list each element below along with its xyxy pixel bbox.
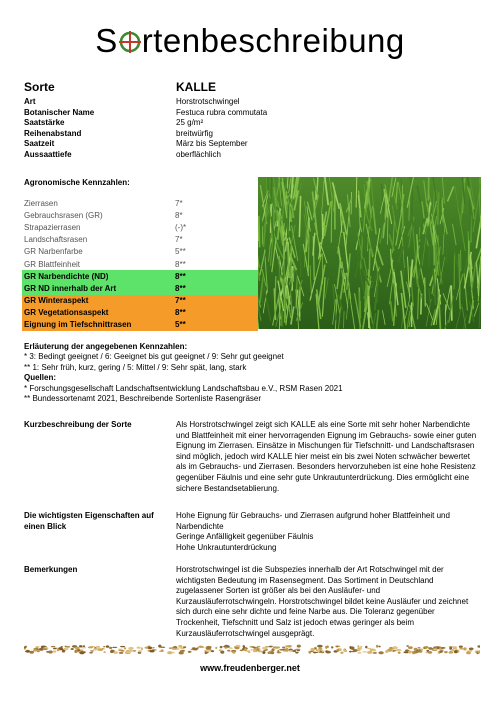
grass-blade xyxy=(447,231,448,263)
seed-logo-icon xyxy=(119,31,141,53)
agro-value: 8** xyxy=(175,283,186,293)
info-value: oberflächlich xyxy=(176,149,221,159)
seed-grain xyxy=(477,645,480,647)
info-row xyxy=(24,97,267,108)
seed-grain xyxy=(257,646,261,648)
agro-row xyxy=(22,197,258,209)
info-value: März bis September xyxy=(176,139,248,149)
grass-blade xyxy=(291,248,292,278)
seed-grain xyxy=(412,652,416,655)
seed-grain xyxy=(297,645,301,648)
seed-grain xyxy=(235,647,240,650)
seed-grain xyxy=(417,647,420,648)
seed-grain xyxy=(404,651,409,653)
seed-grain xyxy=(51,646,55,647)
seed-grain xyxy=(160,646,163,648)
seed-grain xyxy=(435,647,437,649)
section-bullet: Geringe Anfälligkeit gegenüber Fäulnis xyxy=(176,532,314,542)
info-value: 25 g/m² xyxy=(176,118,204,128)
seed-grain xyxy=(119,652,124,654)
info-key: Art xyxy=(24,97,36,106)
sorte-value: KALLE xyxy=(176,80,216,94)
seed-grain xyxy=(205,651,207,654)
agro-table xyxy=(22,197,258,331)
section-heading: Die wichtigsten Eigenschaften auf einen Blick xyxy=(24,511,154,531)
agro-value: 8** xyxy=(175,308,186,318)
seed-grain xyxy=(396,649,401,652)
seed-grain xyxy=(253,647,256,648)
grass-blade xyxy=(259,216,260,248)
seed-grain xyxy=(25,651,30,653)
agro-row-highlight xyxy=(22,282,258,294)
info-key: Aussaattiefe xyxy=(24,149,72,159)
seed-grain xyxy=(106,645,109,647)
agro-value: 8* xyxy=(175,210,183,220)
section-bullet: Hohe Unkrautunterdrückung xyxy=(176,542,277,552)
agro-key: GR Narbenfarbe xyxy=(24,247,83,257)
seed-grain xyxy=(138,650,142,652)
section-bemerkungen xyxy=(24,565,480,639)
seed-grain xyxy=(282,647,285,649)
seed-grain xyxy=(75,650,79,651)
grass-blade xyxy=(428,177,429,201)
seed-grain xyxy=(81,647,86,648)
agro-row-highlight xyxy=(22,319,258,331)
seed-grain xyxy=(344,650,347,652)
seed-grain xyxy=(112,647,117,648)
section-heading: Bemerkungen xyxy=(24,565,78,574)
seed-grain xyxy=(336,649,339,652)
legend xyxy=(24,342,484,404)
source-line: * Forschungsgesellschaft Landschaftsentwicklung Landschaftsbau e.V., RSM Rasen 2021 xyxy=(24,383,343,393)
seed-grain xyxy=(463,647,466,650)
seed-grain xyxy=(388,651,391,652)
seed-grain xyxy=(265,649,268,651)
seed-grain xyxy=(204,650,209,652)
seed-grain xyxy=(160,649,163,652)
seed-grain xyxy=(398,652,401,654)
seed-grain xyxy=(126,651,130,653)
agro-key: GR Blattfeinheit xyxy=(24,259,81,269)
seed-grain xyxy=(378,651,383,654)
grass-image xyxy=(258,177,481,329)
section-text xyxy=(176,511,480,553)
agro-key: GR Vegetationsaspekt xyxy=(24,308,109,318)
title-end: rtenbeschreibung xyxy=(141,22,405,59)
seed-grain xyxy=(128,647,133,649)
info-row xyxy=(24,118,267,129)
seed-grain xyxy=(65,646,70,648)
seed-grain xyxy=(53,648,57,649)
seed-grain xyxy=(367,651,372,654)
seed-grain xyxy=(180,651,182,653)
agro-row xyxy=(22,209,258,221)
agro-value: 8** xyxy=(175,271,186,281)
seed-grain xyxy=(449,647,452,649)
info-value: Horstrotschwingel xyxy=(176,97,240,106)
seed-grain xyxy=(188,651,190,652)
grass-blade xyxy=(425,277,426,306)
seed-grain xyxy=(141,647,143,650)
seed-grain xyxy=(250,649,252,651)
seed-grain xyxy=(385,650,388,653)
seed-grain xyxy=(406,645,409,646)
seed-grain xyxy=(96,646,100,648)
seed-grain xyxy=(311,648,316,651)
seed-grain xyxy=(262,651,265,654)
seed-grain xyxy=(349,651,352,653)
seed-grain xyxy=(49,651,53,654)
seed-grain xyxy=(453,646,457,649)
seed-grain xyxy=(148,647,152,649)
seed-grain xyxy=(103,646,105,647)
seed-grain xyxy=(137,647,141,649)
seed-grain xyxy=(414,648,418,651)
seed-grain xyxy=(178,645,182,648)
seed-grain xyxy=(172,652,175,654)
seed-grain xyxy=(285,648,288,650)
seed-grain xyxy=(292,650,296,652)
seed-grain xyxy=(103,651,105,653)
seed-grain xyxy=(451,649,454,652)
agro-value: (-)* xyxy=(175,222,187,232)
seed-grain xyxy=(444,651,448,653)
seed-grain xyxy=(206,648,211,650)
sorte-label: Sorte xyxy=(24,80,55,94)
seed-grain xyxy=(424,646,428,648)
seed-grain xyxy=(248,651,250,653)
section-kurzbeschreibung xyxy=(24,420,480,494)
seed-grain xyxy=(98,649,103,651)
seed-grain xyxy=(331,646,333,648)
seed-grain xyxy=(120,646,125,647)
grass-blade xyxy=(454,252,455,289)
seed-grain xyxy=(215,647,217,649)
info-key: Botanischer Name xyxy=(24,107,95,117)
seed-grain xyxy=(83,645,85,647)
seed-grain xyxy=(358,650,361,652)
seed-grain xyxy=(317,650,320,653)
seed-grain xyxy=(57,649,60,652)
agro-key: Gebrauchsrasen (GR) xyxy=(24,210,103,220)
grass-blade xyxy=(429,245,430,266)
seed-grain xyxy=(277,650,279,653)
agro-key: Strapazierrasen xyxy=(24,222,81,232)
seed-grain xyxy=(270,651,274,654)
info-key: Saatstärke xyxy=(24,118,65,128)
seed-grain xyxy=(172,648,177,650)
seed-grain xyxy=(183,646,186,648)
agro-row xyxy=(22,246,258,258)
grass-blade xyxy=(288,203,289,238)
seed-grain xyxy=(114,651,118,654)
info-row xyxy=(24,139,267,150)
seed-grain xyxy=(79,645,83,647)
seed-grain xyxy=(42,648,47,649)
seed-grain xyxy=(118,649,122,650)
grass-blade xyxy=(271,177,272,203)
agro-row-highlight xyxy=(22,307,258,319)
seed-grain xyxy=(211,650,214,652)
seed-grain xyxy=(340,652,343,654)
seed-grain xyxy=(439,650,442,653)
seed-grain xyxy=(224,647,227,649)
section-heading: Kurzbeschreibung der Sorte xyxy=(24,420,132,429)
seed-grain xyxy=(133,650,137,651)
seed-grain xyxy=(46,651,49,653)
seed-grain xyxy=(295,649,300,650)
seed-grain xyxy=(35,646,40,648)
agro-row-highlight xyxy=(22,295,258,307)
seed-grain xyxy=(88,646,93,648)
grass-photo xyxy=(258,177,481,329)
agro-value: 7* xyxy=(175,235,183,245)
seed-grain xyxy=(167,651,172,654)
legend-line: ** 1: Sehr früh, kurz, gering / 5: Mittel / 9: Sehr spät, lang, stark xyxy=(24,362,247,372)
seed-grain xyxy=(120,650,124,652)
seed-grain xyxy=(130,650,133,652)
seed-grain xyxy=(325,646,327,649)
agro-value: 8** xyxy=(175,259,186,269)
agro-key: Eignung im Tiefschnittrasen xyxy=(24,320,132,330)
section-bullet: Hohe Eignung für Gebrauchs- und Zierrasen aufgrund hoher Blattfeinheit und Narbendichte xyxy=(176,511,450,531)
agro-value: 5** xyxy=(175,320,186,330)
agro-key: Zierrasen xyxy=(24,198,58,208)
agro-heading: Agronomische Kennzahlen: xyxy=(24,178,130,187)
seed-grain xyxy=(109,647,112,649)
info-key: Reihenabstand xyxy=(24,128,82,138)
info-row xyxy=(24,129,267,140)
agro-key: GR Narbendichte (ND) xyxy=(24,271,109,281)
seed-grain xyxy=(365,646,367,649)
seed-grain xyxy=(454,650,458,653)
seed-grain xyxy=(363,651,368,652)
agro-row xyxy=(22,221,258,233)
seed-grain xyxy=(313,652,318,653)
seed-grain xyxy=(229,647,233,649)
info-key: Saatzeit xyxy=(24,139,55,149)
seed-grain xyxy=(360,646,362,647)
seed-grain xyxy=(408,651,412,654)
seed-grain xyxy=(432,650,437,651)
agro-key: GR Winteraspekt xyxy=(24,296,89,306)
info-row xyxy=(24,108,267,119)
agro-key: GR ND innerhalb der Art xyxy=(24,283,117,293)
seed-grain xyxy=(357,645,359,648)
seed-grain xyxy=(459,646,463,648)
agro-key: Landschaftsrasen xyxy=(24,235,88,245)
seed-grain xyxy=(149,650,154,653)
section-text: Horstrotschwingel ist die Subspezies innerhalb der Art Rotschwingel mit der wichtigsten Bedeutung im Rasensegment. Das Sortiment in Deutschland zugelassener Sorten ist größer als bei den Ausläufer- und Kurzausläuferrotschwingeln. Horstrotschwingel bildet keine Ausläufer und zeichnet sich durch eine sehr dichte und feine Narbe aus. Die Toleranz gegenüber Trockenheit, Tiefschnitt und Salz ist jedoch etwas geringer als beim Kurzausläuferrotschwingel ausgeprägt. xyxy=(176,565,469,638)
info-value: Festuca rubra commutata xyxy=(176,107,268,117)
grass-blade xyxy=(438,192,439,224)
seed-grain xyxy=(357,652,361,653)
seed-grain xyxy=(429,648,434,649)
seed-grain xyxy=(440,647,445,649)
seed-grain xyxy=(352,649,357,650)
seed-grain xyxy=(279,649,284,650)
seed-grain xyxy=(426,650,429,652)
seed-grain xyxy=(36,647,38,649)
seed-grain xyxy=(219,649,222,651)
seed-grain xyxy=(408,646,413,649)
seed-grain xyxy=(124,647,127,649)
seed-grain xyxy=(227,650,230,652)
seed-grain xyxy=(256,648,259,651)
seed-grain xyxy=(182,650,185,652)
seed-grain xyxy=(275,646,280,648)
seed-grain xyxy=(297,650,300,652)
info-value: breitwürfig xyxy=(176,128,213,138)
agro-row xyxy=(22,258,258,270)
seed-grain xyxy=(232,651,235,654)
seed-grain xyxy=(53,650,57,653)
seed-grain xyxy=(269,646,273,648)
sources-title: Quellen: xyxy=(24,373,57,383)
agro-value: 7* xyxy=(175,198,183,208)
seed-grain xyxy=(243,645,245,648)
seed-grain xyxy=(295,652,298,654)
agro-value: 7** xyxy=(175,296,186,306)
source-line: ** Bundessortenamt 2021, Beschreibende Sortenliste Rasengräser xyxy=(24,394,262,404)
agro-value: 5** xyxy=(175,247,186,257)
seed-grain xyxy=(153,647,155,648)
seed-grain xyxy=(90,650,94,651)
seed-grain xyxy=(283,650,288,651)
seed-grain xyxy=(469,648,474,651)
seed-grain xyxy=(466,651,471,654)
info-table xyxy=(24,97,267,161)
seed-grain xyxy=(220,646,223,648)
title-start: S xyxy=(95,22,118,59)
seed-grain xyxy=(262,647,267,650)
page-title xyxy=(0,22,500,60)
seed-grain xyxy=(287,645,292,648)
legend-line: * 3: Bedingt geeignet / 6: Geeignet bis gut geeignet / 9: Sehr gut geeignet xyxy=(24,352,284,362)
seed-grain xyxy=(244,648,247,651)
seed-grain xyxy=(193,648,198,650)
section-eigenschaften xyxy=(24,511,480,553)
seed-grain xyxy=(392,650,395,651)
seed-grain xyxy=(390,648,394,649)
seed-grain xyxy=(376,645,378,648)
seed-grain xyxy=(198,646,203,648)
seed-grain xyxy=(317,645,323,648)
legend-title: Erläuterung der angegebenen Kennzahlen: xyxy=(24,342,188,351)
seed-grain xyxy=(36,650,40,652)
agro-row xyxy=(22,234,258,246)
seed-strip xyxy=(24,644,480,655)
seed-grain xyxy=(349,646,351,649)
grass-blade xyxy=(283,297,284,327)
seed-grain xyxy=(336,646,339,648)
seed-grain xyxy=(449,652,453,654)
seed-grain xyxy=(418,649,421,652)
section-text: Als Horstrotschwingel zeigt sich KALLE als eine Sorte mit sehr hoher Narbendichte und Blattfeinheit mit einer hervorragenden Eignung im Gebrauchs- sowie einer guten Eignung im Zierrasen. Einsätze in Mischungen für Tiefschnitt- und Landschaftsrasen sind möglich, jedoch wird KALLE hier meist ein bis zwei Noten schwächer bewertet als im Gebrauchs- und Zierrasen. Besonders hervorzuheben ist eine hohe Resistenz gegenüber Fäulnis und eine sehr gute Unkrautunterdrückung. Dies ermöglicht eine sichere Bestandsetablierung. xyxy=(176,420,477,493)
seed-grain xyxy=(93,648,97,650)
info-row xyxy=(24,150,267,161)
seed-grain xyxy=(89,652,93,653)
seed-grain xyxy=(71,648,74,650)
grass-blade xyxy=(275,276,276,301)
seed-grain xyxy=(75,647,80,650)
seed-grain xyxy=(63,648,68,650)
seed-grain xyxy=(79,651,84,654)
agro-row-highlight xyxy=(22,270,258,282)
seed-grain xyxy=(372,649,376,651)
website-url: www.freudenberger.net xyxy=(200,663,300,673)
seed-grain xyxy=(378,646,380,648)
seed-grain xyxy=(373,652,377,654)
seed-grain xyxy=(272,648,275,651)
seed-grain xyxy=(169,648,173,649)
seed-grain xyxy=(325,650,328,652)
